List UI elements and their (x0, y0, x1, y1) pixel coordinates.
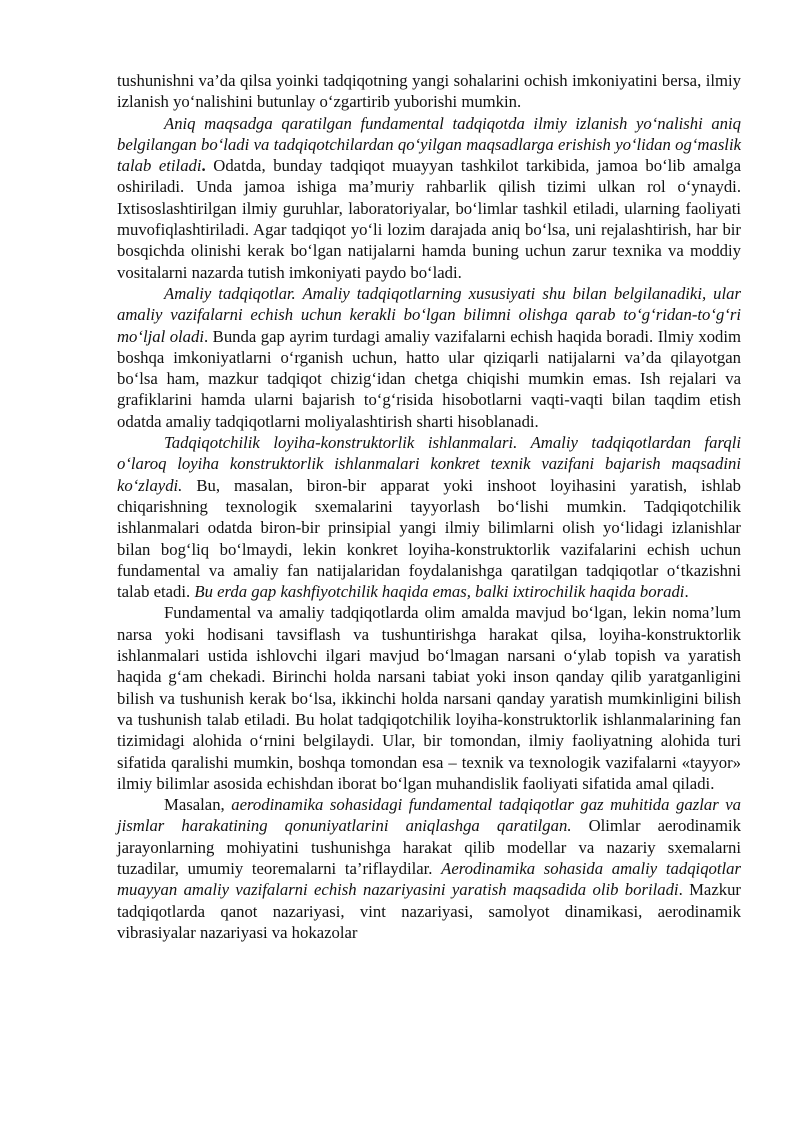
paragraph-aerodynamics-example (117, 794, 741, 943)
text-run: Bu, masalan, biron-bir apparat yoki inshoot loyihasini yaratish, ishlab chiqarishning texnologik sxemalarini tayyorlash bo‘lishi mumkin. Tadqiqotchilik ishlanmalari odatda biron-bir prinsipial yangi ilmiy bilimlarni olish yo‘lidagi izlanishlar bilan bog‘liq bo‘lmaydi, lekin konkret loyiha-konstruktorlik vazifalarini echish uchun fundamental va amaliy fan natijalaridan foydalanishga qaratilgan tadqiqotlar o‘tkazishni talab etadi. (117, 475, 741, 602)
text-run: Fundamental va amaliy tadqiqotlarda olim amalda mavjud bo‘lgan, lekin noma’lum narsa yoki hodisani tavsiflash va tushuntirishga harakat qilsa, loyiha-konstruktorlik ishlanmalari ustida ishlovchi ilgari mavjud bo‘lmagan narsani o‘ylab topish va yaratish haqida g‘am chekadi. Birinchi holda narsani tabiat yoki inson qanday qilib yaratganligini bilish va tushunish kerak bo‘lsa, ikkinchi holda narsani qanday yaratish mumkinligini bilish va tushunish talab etiladi. Bu holat tadqiqotchilik loyiha-konstruktorlik ishlanmalarining fan tizimidagi alohida o‘rnini belgilaydi. Ular, bir tomondan, ilmiy faoliyatning alohida turi sifatida qaralishi mumkin, boshqa tomondan esa – texnik va texnologik vazifalarni «tayyor» ilmiy bilimlar asosida echishdan iborat bo‘lgan muhandislik faoliyati sifatida amal qiladi. (117, 603, 741, 793)
italic-run: Tadqiqotchilik loyiha-konstruktorlik ishlanmalari. Amaliy tadqiqotlardan farqli o‘laroq loyiha konstruktorlik ishlanmalari konkret texnik vazifani bajarish maqsadini ko‘zlaydi. (117, 433, 741, 495)
paragraph-comparison (117, 602, 741, 794)
document-page (117, 70, 741, 943)
text-run: Olimlar aerodinamik jarayonlarning mohiyatini tushunishga harakat qilib modellar va nazariy sxemalarni tuzadilar, umumiy teoremalarni ta’riflaydilar. (117, 816, 742, 878)
paragraph-continuation (117, 70, 741, 113)
text-run: . Bunda gap ayrim turdagi amaliy vazifalarni echish haqida boradi. Ilmiy xodim boshqa imkoniyatlarni o‘rganish uchun, hatto ular qiziqarli natijalarni va’da qilayotgan bo‘lsa ham, mazkur tadqiqot chizig‘idan chetga chiqishi mumkin emas. Ish rejalari va grafiklarini hamda ularni bajarish to‘g‘risida hisobotlarni vaqti-vaqti bilan taqdim etish odatda amaliy tadqiqotlarni moliyalashtirish sharti hisoblanadi. (117, 326, 741, 431)
italic-run: Aniq maqsadga qaratilgan fundamental tadqiqotda ilmiy izlanish yo‘nalishi aniq belgilangan bo‘ladi va tadqiqotchilardan qo‘yilgan maqsadlarga erishish yo‘lidan og‘maslik talab etiladi (117, 113, 741, 176)
italic-run: aerodinamika sohasidagi fundamental tadqiqotlar gaz muhitida gazlar va jismlar harakatining qonuniyatlarini aniqlashga qaratilgan. (117, 795, 741, 836)
italic-run: Aerodinamika sohasida amaliy tadqiqotlar muayyan amaliy vazifalarni echish nazariyasini yaratish maqsadida olib boriladi (117, 858, 741, 900)
text-run: . Mazkur tadqiqotlarda qanot nazariyasi, vint nazariyasi, samolyot dinamikasi, aerodinamik vibrasiyalar nazariyasi va hokazolar (117, 880, 741, 942)
text-run: Masalan, (164, 795, 232, 815)
paragraph-applied-research (117, 283, 741, 432)
paragraph-fundamental-targeted (117, 113, 741, 283)
italic-run: Amaliy tadqiqotlar. Amaliy tadqiqotlarning xususiyati shu bilan belgilanadiki, ular amaliy vazifalarni echish uchun kerakli bo‘lgan bilimni olishga qarab to‘g‘ridan-to‘g‘ri mo‘ljal oladi (117, 283, 741, 346)
italic-run: Bu erda gap kashfiyotchilik haqida emas, balki ixtirochilik haqida boradi (194, 582, 685, 602)
text-run: . (684, 582, 689, 602)
text-run: Odatda, bunday tadqiqot muayyan tashkilot tarkibida, jamoa bo‘lib amalga oshiriladi. Unda jamoa ishiga ma’muriy rahbarlik qilish tizimi ulkan rol o‘ynaydi. Ixtisoslashtirilgan ilmiy guruhlar, laboratoriyalar, bo‘limlar tashkil etiladi, ularning faoliyati muvofiqlashtiriladi. Agar tadqiqot yo‘li lozim darajada aniq bo‘lsa, uni rejalashtirish, har bir bosqichda olinishi kerak bo‘lgan natijalarni hamda buning uchun zarur texnika va moddiy vositalarni nazarda tutish imkoniyati paydo bo‘ladi. (117, 156, 741, 282)
paragraph-design-developments (117, 432, 741, 602)
text-run: tushunishni va’da qilsa yoinki tadqiqotning yangi sohalarini ochish imkoniyatini bersa, ilmiy izlanish yo‘nalishini butunlay o‘zgartirib yuborishi mumkin. (117, 71, 741, 112)
bold-run: . (201, 156, 206, 176)
